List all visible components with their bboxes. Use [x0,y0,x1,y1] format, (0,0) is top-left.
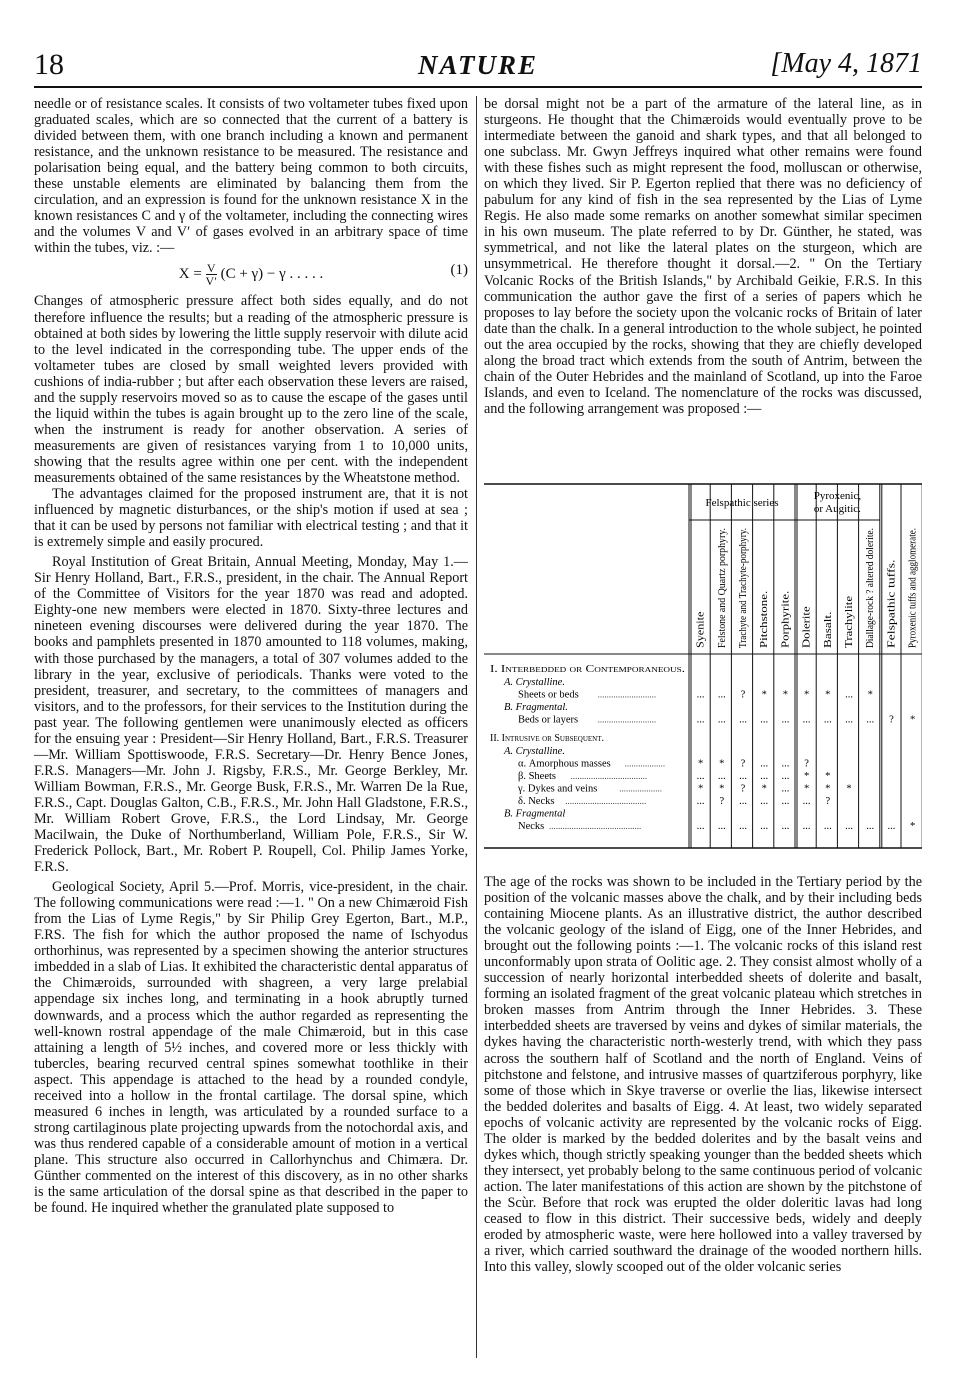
table-cell: ... [781,771,790,782]
table-cell: * [867,689,873,701]
table-cell: ? [740,758,746,770]
table-row-label: γ. Dykes and veins [518,783,598,795]
table-cell: ... [887,821,896,832]
table-row-label: β. Sheets [518,771,557,782]
table-row-label: δ. Necks [518,796,555,807]
table-cell: ... [823,714,832,726]
equation [34,262,468,287]
column-header: Porphyrite. [780,601,792,648]
table-cell: ... [781,796,790,807]
table-row-label: I. Interbedded or Contemporaneous. [490,664,685,675]
table-row-label: B. Fragmental. [504,702,568,713]
table-cell: ... [760,758,769,770]
paragraph: The age of the rocks was shown to be included in the Tertiary period by the position of the volcanic masses above the chalk, and by their including beds containing Miocene plants. As an illustrative district, the author described the volcanic geology of the island of Eigg, one of the Inner Hebrides, and brought out the following points :—1. The volcanic rocks of this island rest unconformably upon strata of Oolitic age. 2. They consist almost wholly of a succession of nearly horizontal interbedded sheets of dolerite and basalt, forming an isolated fragment of the great volcanic plateau which stretches in broken masses from Antrim through the Inner Hebrides. 3. These interbedded sheets are traversed by veins and dykes of similar materials, the dykes having the characteristic north-westerly trend, with which they pass across the southern half of Scotland and the north of England. Veins of pitchstone and felstone, and intrusive masses of quartziferous porphyry, like some of those which in Skye traverse or overlie the lias, likewise intersect the bedded dolerites and basalts of Eigg. 4. At least, two widely separated epochs of volcanic activity are represented by the volcanic rocks of Eigg. The older is marked by the bedded dolerites and by the basalt veins and dykes which, though strictly speaking younger than the bedded sheets which they intersect, yet probably belong to the same continuous period of volcanic action. The later manifestations of this action are shown by the pitchstone of the Scùr. Before that rock was erupted the older doleritic lavas had long ceased to flow in this district. Their successive beds, widely and deeply eroded by atmospheric waste, were here hollowed into a valley traversed by a river, which carried southward the drainage of the wooded northern hills. Into this valley, slowly scooped out of the older volcanic series [484,874,922,1276]
table-cell: * [761,689,767,701]
table-cell: ? [719,796,725,807]
table-cell: ? [804,758,809,770]
table-cell: ... [696,796,705,807]
table-row-label: Beds or layers [518,714,579,726]
column-header: Dolerite [801,613,813,648]
table-cell: ... [717,821,726,832]
fraction-numerator: V [206,261,216,276]
column-header: Pitchstone. [759,601,771,648]
table-cell: ... [760,771,769,782]
table-cell: * [719,758,725,770]
equation-lhs: X = [178,266,206,283]
table-cell: ... [760,796,769,807]
table-cell: ? [889,714,894,726]
leader-dots: .................. [624,758,666,769]
paragraph: needle or of resistance scales. It consists of two voltameter tubes fixed upon graduated scales, which are so connected that the current of a battery is divided between them, with one branch including a known and permanent resistance, and the unknown resistance to be measured. The resistance and polarisation being equal, and the battery being common to both circuits, these unstable elements are eliminated by balancing them from the circulation, and an expression is found for the unknown resistance X in the known resistances C and γ of the voltameter, including the connecting wires and the volumes V and V′ of gases evolved in an arbitrary space of time within the tubes, viz. :— [34,96,468,257]
table-cell: ... [739,821,747,832]
table-cell: ... [845,714,853,726]
leader-dots: .......................... [597,689,657,700]
table-row-label: B. Fragmental [504,808,566,820]
column-header: Felspathic tuffs. [886,580,898,648]
table-cell: ... [845,689,853,701]
table-cell: * [719,783,725,795]
table-cell: ... [866,714,875,726]
table-cell: ... [717,689,726,701]
page-number: 18 [34,48,64,81]
table-cell: ? [740,783,746,795]
table-cell: ... [866,821,875,832]
table-row-label: α. Amorphous masses [518,758,611,770]
table-cell: ... [823,821,832,832]
leader-dots: ......................................... [549,821,642,831]
table-cell: ... [739,796,747,807]
table-cell: * [825,689,831,701]
group-pyroxenic-label: or Augitic. [813,503,861,515]
table-cell: ... [781,714,790,726]
leader-dots: ................... [619,783,662,794]
table-cell: ... [760,714,769,726]
table-cell: ... [696,771,705,782]
table-cell: ... [802,796,811,807]
equation-rhs: (C + γ) − γ . . . . . [220,266,324,283]
table-cell: ... [781,758,790,770]
table-cell: ... [717,714,726,726]
fraction-denominator: V′ [205,274,217,289]
table-cell: * [825,771,831,782]
table-cell: * [697,783,704,795]
table-graphic [484,482,922,854]
column-divider [476,96,477,1358]
leader-dots: .......................... [597,714,657,725]
table-cell: ... [781,821,790,832]
table-cell: * [909,714,916,726]
table-row-label: II. Intrusive or Subsequent. [490,733,604,744]
column-header: Basalt. [822,619,834,648]
table-cell: ... [845,821,853,832]
issue-date: [May 4, 1871 [770,48,922,79]
paragraph: be dorsal might not be a part of the armature of the lateral line, as in sturgeons. He thought that the Chimæroids would eventually prove to be intermediate between the ganoid and shark types, and that all belonged to one subclass. Mr. Gwyn Jeffreys inquired what other remains were found with these fishes such as might represent the food, molluscan or otherwise, on which they lived. Sir P. Egerton replied that there was no deficiency of pabulum for any kind of fish in the sea represented by the Lias of Lyme Regis. He also made some remarks on another somewhat similar specimen in his own museum. The plate referred to by Dr. Günther, he stated, was symmetrical, and not like the lateral plates on the sturgeon, which are unsymmetrical. He therefore thought it dorsal.—2. " On the Tertiary Volcanic Rocks of the British Islands," by Archibald Geikie, F.R.S. In this communication the author gave the first of a series of papers which he proposes to lay before the society upon the volcanic rocks of Britain of later date than the chalk. In a general introduction to the whole subject, he pointed out the area occupied by the rocks, showing that they are chiefly developed along the broad tract which extends from the south of Antrim, between the chain of the Outer Hebrides and the mainland of Scotland, up into the Faroe Islands, and even to Iceland. The nomenclature of the rocks was discussed, and the following arrangement was proposed :— [484,96,922,417]
table-cell: * [782,689,789,701]
table-row-label: A. Crystalline. [504,677,565,688]
group-pyroxenic-label: Pyroxenic, [813,490,862,502]
table-cell: ... [696,689,705,701]
right-column-top [484,96,922,417]
right-column-bottom [484,874,922,1275]
table-cell: ? [740,689,746,701]
table-cell: ... [739,714,747,726]
journal-title: NATURE [417,50,539,80]
leader-dots: .................................. [570,771,648,781]
paragraph: Changes of atmospheric pressure affect both sides equally, and do not therefore influence the results; but a reading of the atmospheric pressure is obtained at both sides by lowering the little supply reservoir with dilute acid to the level indicated in the corresponding tube. The upper ends of the voltameter tubes are closed by small weighted levers provided with cushions of india-rubber ; but after each observation these levers are raised, and the supply reservoirs moved so as to cause the escape of the gases until the liquid within the tubes is again brought up to the zero line of the scale, when the instrument is ready for another observation. A series of measurements are given of resistances varying from 1 to 10,000 units, showing that the results agree within one per cent. with the independent measurements obtained of the same resistances by the Wheatstone method. [34,293,468,486]
table-cell: * [803,689,810,701]
table-row-label: Necks [518,821,545,832]
left-column [34,96,468,1216]
group-felspathic-label: Felspathic series [705,497,779,509]
column-header: Trachylite [844,605,855,648]
equation-number: (1) [450,262,468,279]
paragraph: Royal Institution of Great Britain, Annual Meeting, Monday, May 1.—Sir Henry Holland, Bart., F.R.S., president, in the chair. The Annual Report of the Committee of Visitors for the year 1870 was read and adopted. Eighty-one new members were elected in 1870. Sixty-three lectures and nineteen evening discourses were delivered during the year 1870. The books and pamphlets presented in 1870 amounted to 118 volumes, making, with those purchased by the managers, a total of 307 volumes added to the library in the year, exclusive of periodicals. Thanks were voted to the president, treasurer, and secretary, to the committees of managers and visitors, and to the professors, for their services to the Institution during the past year. The following gentlemen were unanimously elected as officers for the ensuing year : President—Sir Henry Holland, Bart., F.R.S. Treasurer—Mr. William Spottiswoode, F.R.S. Secretary—Dr. Henry Bence Jones, F.R.S. Managers—Mr. John J. Rigsby, F.R.S., Mr. George Berkley, Mr. William Bowman, F.R.S., Mr. George Busk, F.R.S., Mr. Warren De la Rue, F.R.S., Capt. Douglas Galton, C.B., F.R.S., Mr. John Hall Gladstone, F.R.S., Mr. William Robert Grove, F.R.S., the Lord Lindsay, Mr. George Macilwain, the Duke of Northumberland, William Pole, F.R.S., Sir W. Frederick Pollock, Bart., Mr. Robert P. Roupell, Col. Philip James Yorke, F.R.S. [34,554,468,876]
column-header: Pyroxenic tuffs and agglomerate. [907,508,919,648]
paragraph: The advantages claimed for the proposed instrument are, that it is not influenced by magnetic disturbances, or the ship's motion if used at sea ; that it can be used by persons not familiar with electrical testing ; and that it is extremely simple and easily procured. [34,486,468,551]
table-cell: * [697,758,704,770]
leader-dots: .................................... [565,796,647,806]
header-rule [34,86,922,88]
table-cell: ... [717,771,726,782]
table-row-label: A. Crystalline. [504,746,565,757]
table-cell: ... [802,821,811,832]
table-cell: ? [825,796,831,807]
table-cell: * [909,821,916,832]
rock-classification-table [484,482,922,854]
column-header: Diallage-rock ? altered dolerite. [865,514,877,648]
column-header: Trachyte and Trachyte-porphyry. [738,509,749,648]
equation-fraction [206,262,217,287]
table-cell: ... [696,821,705,832]
table-cell: * [761,783,767,795]
table-cell: ... [739,771,747,782]
column-header: Felstone and Quartz porphyry. [716,520,728,648]
table-cell: ... [781,783,790,795]
column-header: Syenite [695,616,707,648]
table-row-label: Sheets or beds [518,689,579,701]
table-cell: * [803,771,810,782]
table-cell: ... [760,821,769,832]
paragraph: Geological Society, April 5.—Prof. Morris, vice-president, in the chair. The following communications were read :—1. " On a new Chimæroid Fish from the Lias of Lyme Regis," by Sir Philip Grey Egerton, Bart., M.P., F.RS. The fish for which the author proposed the name of Ischyodus orthorhinus, was represented by a specimen showing the anterior structures imbedded in a slab of Lias. It exhibited the characteristic dental apparatus of the Chimæroids, surrounded with shagreen, a very large prelabial appendage six inches long, and terminating in a hook abruptly turned downwards, and a process which the author regarded as representing the well-known rostral appendage of the male Chimæroid, but in this case attaining a length of 5½ inches, and covered more or less thickly with tubercles, bearing recurved central spines somewhat toothlike in their aspect. This appendage is attached to the head by a rounded condyle, received into a hollow in the frontal cartilage. The dorsal spine, which measured 6 inches in length, was articulated by a rounded surface to a strong cartilaginous plate projecting upwards from the notochordal axis, and was thus rendered capable of a considerable amount of motion in a vertical plane. This structure also occurred in Callorhynchus and Chimæra. Dr. Günther commented on the interest of this discovery, as in no other sharks is the same articulation of the dorsal spine as that described in the paper to be found. He inquired whether the granulated plate supposed to [34,879,468,1217]
table-cell: * [825,783,831,795]
table-cell: ... [802,714,811,726]
page-header [34,48,922,84]
table-cell: ... [696,714,705,726]
table-cell: * [803,783,810,795]
table-cell: * [846,783,852,795]
